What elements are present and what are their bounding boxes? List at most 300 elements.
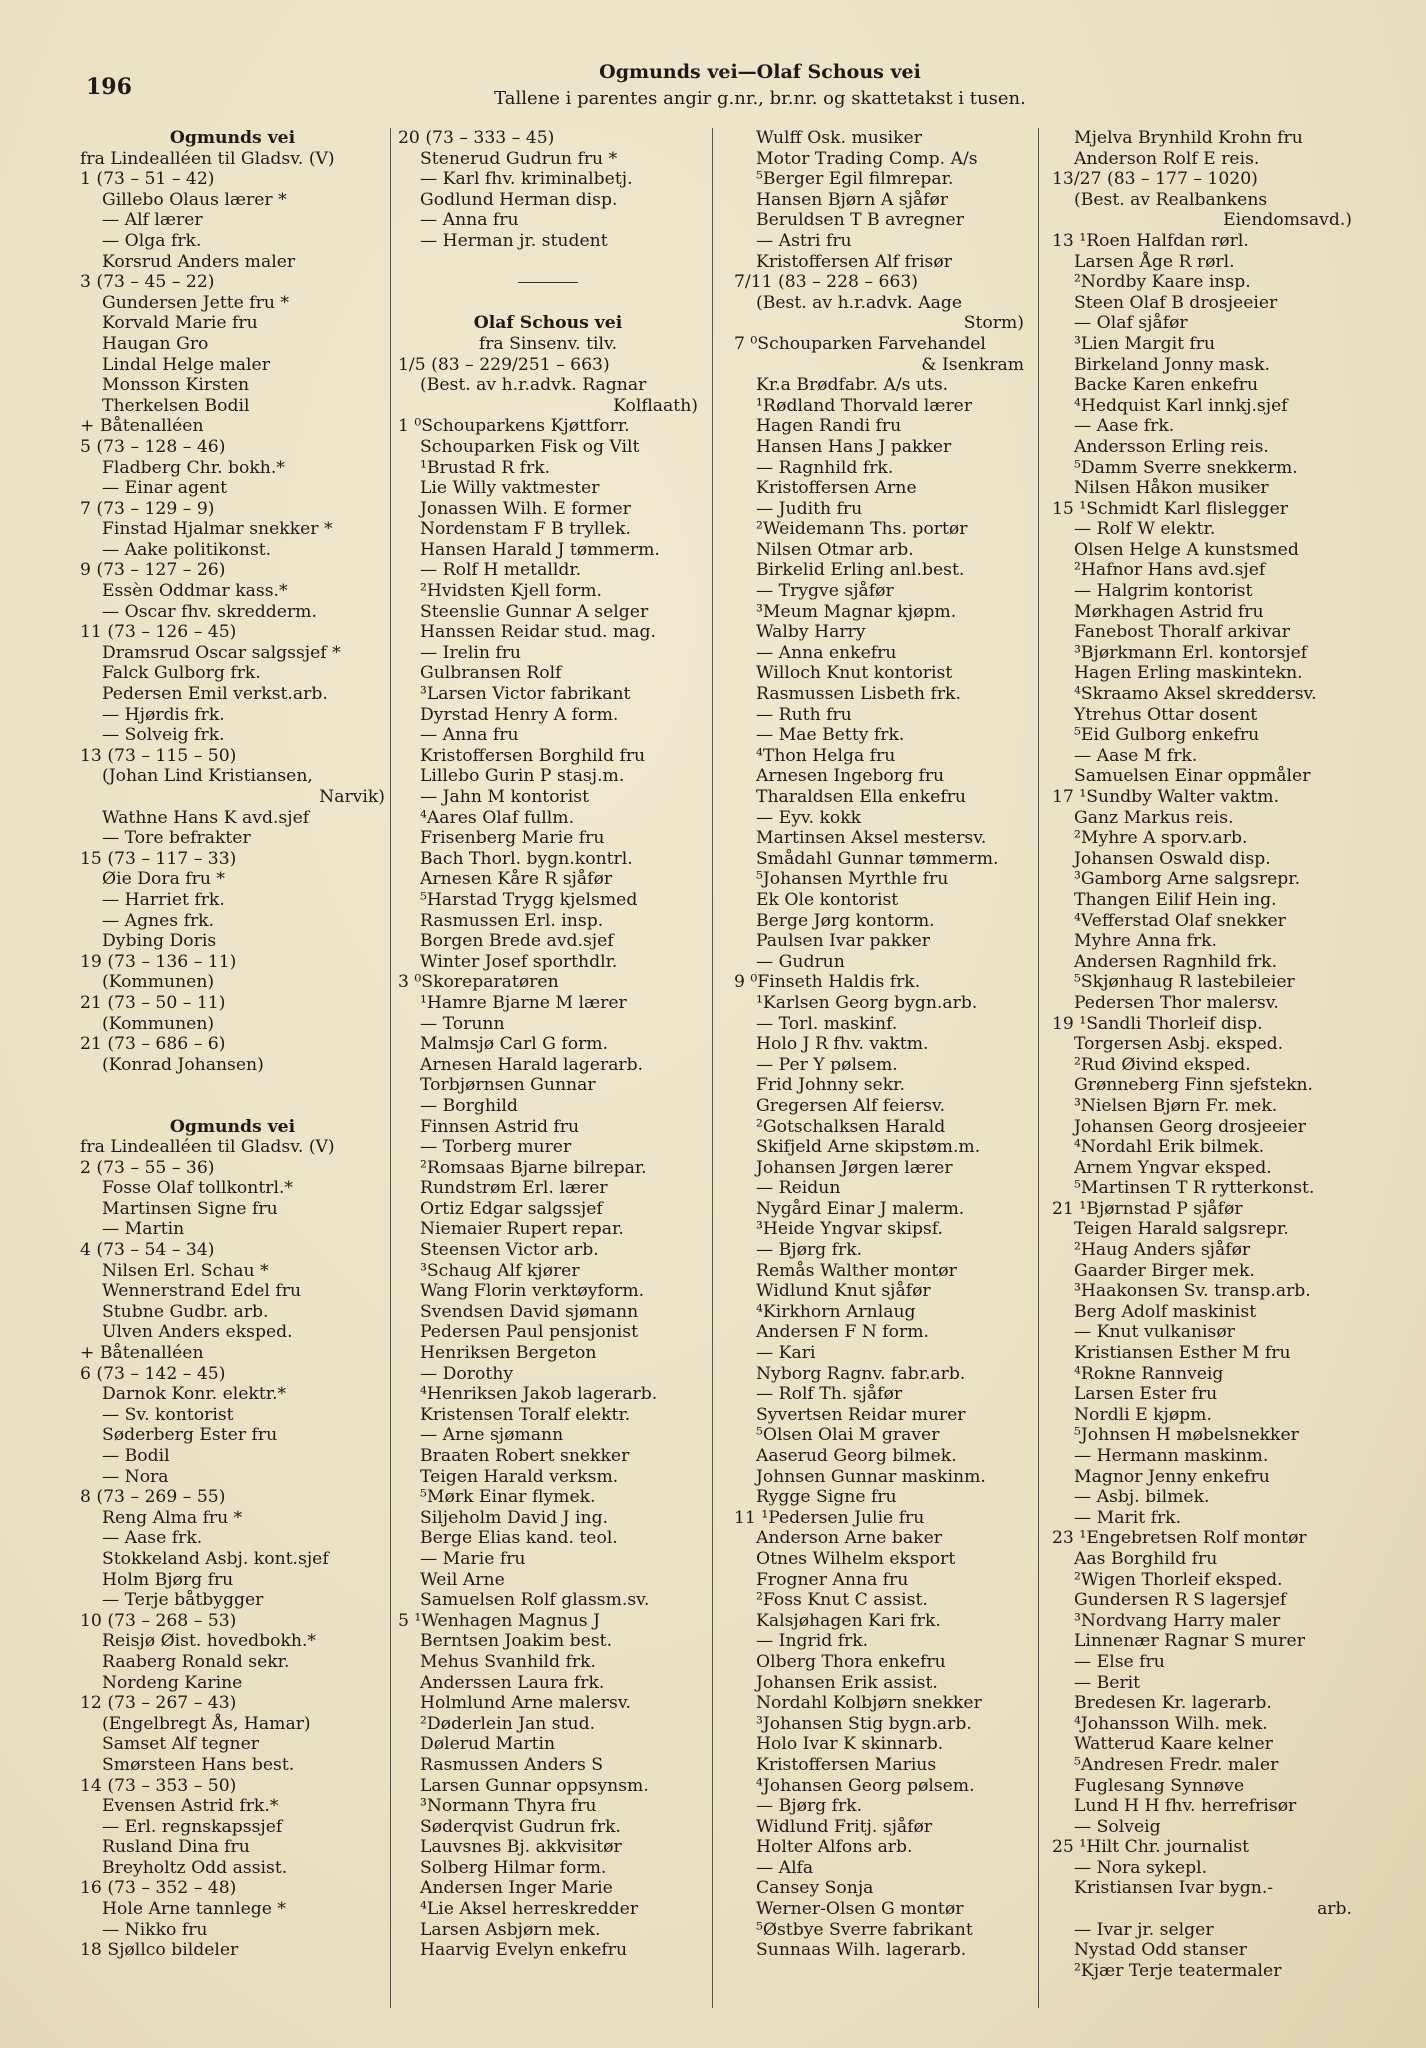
directory-line: — Halgrim kontorist bbox=[1074, 581, 1253, 602]
directory-line: Willoch Knut kontorist bbox=[756, 663, 953, 684]
directory-line: Svendsen David sjømann bbox=[420, 1301, 639, 1322]
directory-line: — Bjørg frk. bbox=[756, 1240, 863, 1261]
directory-line: — Torl. maskinf. bbox=[756, 1013, 898, 1034]
directory-line: 23 ¹Engebretsen Rolf montør bbox=[1052, 1528, 1307, 1549]
directory-line: 4 (73 – 54 – 34) bbox=[80, 1240, 215, 1261]
directory-line: — Solveig bbox=[1074, 1816, 1161, 1837]
directory-line: — Bjørg frk. bbox=[756, 1796, 863, 1817]
directory-line: Steen Olaf B drosjeeier bbox=[1074, 292, 1278, 313]
directory-line: Korvald Marie fru bbox=[102, 313, 258, 334]
directory-line: — Trygve sjåfør bbox=[756, 581, 894, 602]
directory-line: Pedersen Emil verkst.arb. bbox=[102, 684, 328, 705]
directory-line: Sunnaas Wilh. lagerarb. bbox=[756, 1940, 967, 1961]
directory-line: — Anna enkefru bbox=[756, 642, 897, 663]
directory-line: 1/5 (83 – 229/251 – 663) bbox=[398, 354, 610, 375]
directory-line: — Aase M frk. bbox=[1074, 745, 1198, 766]
directory-line: Wennerstrand Edel fru bbox=[102, 1281, 302, 1302]
directory-line: Steensen Victor arb. bbox=[420, 1240, 599, 1261]
directory-line: Walby Harry bbox=[756, 622, 866, 643]
directory-line: Kristensen Toralf elektr. bbox=[420, 1404, 631, 1425]
directory-line: Otnes Wilhelm eksport bbox=[756, 1548, 956, 1569]
directory-line: — Nora sykepl. bbox=[1074, 1857, 1208, 1878]
directory-line: Fladberg Chr. bokh.* bbox=[102, 457, 285, 478]
directory-line: Nilsen Erl. Schau * bbox=[102, 1260, 269, 1281]
street-heading: Ogmunds vei bbox=[169, 128, 296, 148]
directory-line: Darnok Konr. elektr.* bbox=[102, 1384, 287, 1405]
directory-line: 9 ⁰Finseth Haldis frk. bbox=[734, 972, 921, 993]
spacer bbox=[398, 252, 698, 273]
directory-line: — Alf lærer bbox=[102, 210, 203, 231]
directory-line: — Nora bbox=[102, 1466, 169, 1487]
directory-line: 15 ¹Schmidt Karl flislegger bbox=[1052, 498, 1288, 519]
directory-line: Anderssen Laura frk. bbox=[420, 1672, 605, 1693]
directory-line: — Solveig frk. bbox=[102, 725, 225, 746]
directory-line: — Erl. regnskapssjef bbox=[102, 1816, 283, 1837]
directory-line: arb. bbox=[1317, 1899, 1352, 1920]
directory-line: Beruldsen T B avregner bbox=[756, 210, 964, 231]
directory-line: — Hermann maskinm. bbox=[1074, 1446, 1269, 1466]
directory-line: Reng Alma fru * bbox=[102, 1507, 243, 1528]
directory-line: — Aase frk. bbox=[102, 1528, 203, 1549]
directory-line: ²Romsaas Bjarne bilrepar. bbox=[420, 1157, 647, 1178]
directory-line: — Reidun bbox=[756, 1178, 841, 1199]
directory-line: Arnesen Ingeborg fru bbox=[756, 766, 945, 787]
directory-line: Rasmussen Lisbeth frk. bbox=[756, 684, 961, 705]
directory-line: — Anna fru bbox=[420, 210, 519, 231]
directory-line: Skifjeld Arne skipstøm.m. bbox=[756, 1137, 981, 1158]
directory-line: Torbjørnsen Gunnar bbox=[420, 1075, 596, 1096]
directory-line: 13 ¹Roen Halfdan rørl. bbox=[1052, 230, 1249, 251]
directory-line: Larsen Ester fru bbox=[1074, 1384, 1218, 1405]
directory-line: ⁴Thon Helga fru bbox=[756, 745, 896, 766]
directory-line: Nystad Odd stanser bbox=[1074, 1940, 1247, 1961]
directory-line: Widlund Fritj. sjåfør bbox=[756, 1816, 933, 1837]
directory-line: Johnsen Gunnar maskinm. bbox=[756, 1466, 986, 1487]
spacer bbox=[398, 293, 698, 314]
directory-line: ⁴Lie Aksel herreskredder bbox=[420, 1899, 639, 1920]
directory-line: Bredesen Kr. lagerarb. bbox=[1074, 1693, 1272, 1714]
directory-line: Paulsen Ivar pakker bbox=[756, 931, 931, 952]
directory-line: — Terje båtbygger bbox=[102, 1590, 264, 1611]
directory-line: Remås Walther montør bbox=[756, 1260, 957, 1281]
directory-line: Frid Johnny sekr. bbox=[756, 1075, 905, 1096]
directory-line: Kristiansen Esther M fru bbox=[1074, 1343, 1291, 1364]
directory-line: Pedersen Thor malersv. bbox=[1074, 992, 1279, 1013]
directory-line: — Irelin fru bbox=[420, 642, 522, 663]
directory-line: Kr.a Brødfabr. A/s uts. bbox=[756, 375, 949, 396]
directory-line: Lillebo Gurin P stasj.m. bbox=[420, 766, 625, 787]
directory-line: — Oscar fhv. skredderm. bbox=[102, 601, 317, 622]
spacer bbox=[80, 1075, 385, 1096]
directory-line: Ganz Markus reis. bbox=[1074, 807, 1234, 828]
directory-line: 11 ¹Pedersen Julie fru bbox=[734, 1507, 925, 1528]
directory-line: ⁵Berger Egil filmrepar. bbox=[756, 169, 954, 190]
directory-line: Nordeng Karine bbox=[102, 1672, 243, 1693]
directory-line: 8 (73 – 269 – 55) bbox=[80, 1487, 226, 1508]
directory-line: Lund H H fhv. herrefrisør bbox=[1074, 1796, 1297, 1817]
directory-line: ⁴Nordahl Erik bilmek. bbox=[1074, 1137, 1265, 1158]
directory-line: — Ivar jr. selger bbox=[1074, 1919, 1214, 1940]
directory-line: — Rolf W elektr. bbox=[1074, 519, 1216, 540]
directory-line: 10 (73 – 268 – 53) bbox=[80, 1610, 237, 1631]
directory-line: Narvik) bbox=[319, 787, 385, 807]
directory-line: Monsson Kirsten bbox=[102, 375, 250, 396]
directory-line: Wang Florin verktøyform. bbox=[420, 1281, 645, 1302]
page-number: 196 bbox=[86, 74, 132, 100]
directory-line: ⁵Andresen Fredr. maler bbox=[1074, 1754, 1279, 1775]
directory-line: ³Lien Margit fru bbox=[1074, 333, 1216, 354]
directory-line: — Kari bbox=[756, 1343, 816, 1364]
directory-line: Dybing Doris bbox=[102, 931, 217, 952]
directory-line: Birkelid Erling anl.best. bbox=[756, 560, 965, 581]
directory-line: Solberg Hilmar form. bbox=[420, 1857, 607, 1878]
directory-line: Hansen Harald J tømmerm. bbox=[420, 539, 660, 560]
directory-line: Samuelsen Einar oppmåler bbox=[1074, 766, 1311, 787]
directory-line: — Sv. kontorist bbox=[102, 1404, 234, 1425]
directory-line: — Bodil bbox=[102, 1446, 170, 1466]
section-rule bbox=[398, 272, 698, 293]
directory-line: ¹Brustad R frk. bbox=[420, 457, 551, 478]
directory-line: ⁴Hedquist Karl innkj.sjef bbox=[1074, 395, 1288, 416]
directory-line: ²Hafnor Hans avd.sjef bbox=[1074, 560, 1266, 581]
directory-line: Gaarder Birger mek. bbox=[1074, 1260, 1255, 1281]
directory-line: Dyrstad Henry A form. bbox=[420, 704, 619, 725]
directory-line: Motor Trading Comp. A/s bbox=[756, 148, 978, 169]
directory-line: Samuelsen Rolf glassm.sv. bbox=[420, 1590, 650, 1611]
directory-line: — Borghild bbox=[420, 1095, 518, 1116]
directory-line: Holo J R fhv. vaktm. bbox=[756, 1034, 929, 1055]
directory-line: Essèn Oddmar kass.* bbox=[102, 581, 288, 602]
directory-line: Kristoffersen Borghild fru bbox=[420, 745, 646, 766]
directory-line: ³Nielsen Bjørn Fr. mek. bbox=[1074, 1095, 1278, 1116]
directory-line: Anderson Arne baker bbox=[756, 1528, 942, 1549]
directory-line: ²Kjær Terje teatermaler bbox=[1074, 1960, 1282, 1981]
directory-line: Samset Alf tegner bbox=[102, 1734, 259, 1755]
directory-line: — Torberg murer bbox=[420, 1137, 572, 1158]
directory-line: 13/27 (83 – 177 – 1020) bbox=[1052, 169, 1258, 190]
directory-line: Holo Ivar K skinnarb. bbox=[756, 1734, 944, 1755]
directory-line: — Rolf H metalldr. bbox=[420, 560, 582, 581]
directory-line: Nordenstam F B tryllek. bbox=[420, 519, 631, 540]
directory-line: Kristoffersen Alf frisør bbox=[756, 251, 952, 272]
directory-line: ³Johansen Stig bygn.arb. bbox=[756, 1713, 972, 1734]
directory-line: Anderson Rolf E reis. bbox=[1074, 148, 1260, 169]
directory-line: Wulff Osk. musiker bbox=[756, 128, 922, 148]
directory-line: 21 ¹Bjørnstad P sjåfør bbox=[1052, 1198, 1243, 1219]
directory-line: Kristiansen Ivar bygn.- bbox=[1074, 1878, 1274, 1899]
directory-line: Reisjø Øist. hovedbokh.* bbox=[102, 1631, 317, 1652]
directory-line: & Isenkram bbox=[921, 354, 1024, 375]
directory-line: 14 (73 – 353 – 50) bbox=[80, 1775, 237, 1796]
directory-line: — Anna fru bbox=[420, 725, 519, 746]
directory-line: ³Bjørkmann Erl. kontorsjef bbox=[1074, 642, 1308, 663]
directory-line: ³Haakonsen Sv. transp.arb. bbox=[1074, 1281, 1311, 1302]
directory-line: Hanssen Reidar stud. mag. bbox=[420, 622, 656, 643]
directory-line: Dramsrud Oscar salgssjef * bbox=[102, 642, 341, 663]
directory-line: 19 ¹Sandli Thorleif disp. bbox=[1052, 1013, 1263, 1034]
directory-line: Mehus Svanhild frk. bbox=[420, 1651, 596, 1672]
directory-line: fra Lindealléen til Gladsv. (V) bbox=[80, 148, 335, 169]
directory-line: Fuglesang Synnøve bbox=[1074, 1775, 1245, 1796]
directory-line: Myhre Anna frk. bbox=[1074, 931, 1217, 952]
directory-line: ³Heide Yngvar skipsf. bbox=[756, 1219, 944, 1240]
directory-line: Søderberg Ester fru bbox=[102, 1425, 278, 1446]
directory-line: — Rolf Th. sjåfør bbox=[756, 1384, 903, 1405]
directory-line: Raaberg Ronald sekr. bbox=[102, 1651, 290, 1672]
directory-line: ²Døderlein Jan stud. bbox=[420, 1713, 596, 1734]
directory-line: ²Weidemann Ths. portør bbox=[756, 519, 968, 540]
directory-line: Breyholtz Odd assist. bbox=[102, 1857, 288, 1878]
directory-line: Braaten Robert snekker bbox=[420, 1446, 630, 1466]
directory-line: — Marit frk. bbox=[1074, 1507, 1182, 1528]
directory-column bbox=[1052, 128, 1352, 1981]
directory-line: Steenslie Gunnar A selger bbox=[420, 601, 649, 622]
directory-line: Godlund Herman disp. bbox=[420, 189, 618, 210]
directory-line: Korsrud Anders maler bbox=[102, 251, 296, 272]
directory-line: — Marie fru bbox=[420, 1548, 526, 1569]
directory-line: Smørsteen Hans best. bbox=[102, 1754, 295, 1775]
directory-line: ⁵Damm Sverre snekkerm. bbox=[1074, 457, 1298, 478]
directory-line: 18 Sjøllco bildeler bbox=[80, 1940, 239, 1961]
directory-line: — Gudrun bbox=[756, 951, 845, 972]
directory-line: Gulbransen Rolf bbox=[420, 663, 562, 684]
directory-line: Hole Arne tannlege * bbox=[102, 1899, 286, 1920]
directory-line: Holter Alfons arb. bbox=[756, 1837, 913, 1858]
directory-line: Nyborg Ragnv. fabr.arb. bbox=[756, 1363, 966, 1384]
directory-line: Widlund Knut sjåfør bbox=[756, 1281, 931, 1302]
directory-line: Søderqvist Gudrun frk. bbox=[420, 1816, 621, 1837]
directory-line: Malmsjø Carl G form. bbox=[420, 1034, 609, 1055]
directory-line: Gundersen R S lagersjef bbox=[1074, 1590, 1287, 1611]
directory-line: Johansen Erik assist. bbox=[756, 1672, 938, 1693]
directory-line: Nordahl Kolbjørn snekker bbox=[756, 1693, 982, 1714]
directory-line: Gillebo Olaus lærer * bbox=[102, 189, 287, 210]
directory-line: — Karl fhv. kriminalbetj. bbox=[420, 169, 633, 190]
directory-line: ⁵Martinsen T R rytterkonst. bbox=[1074, 1178, 1315, 1199]
directory-line: Holmlund Arne malersv. bbox=[420, 1693, 631, 1714]
directory-line: Martinsen Signe fru bbox=[102, 1198, 278, 1219]
directory-line: ⁵Mørk Einar flymek. bbox=[420, 1487, 596, 1508]
directory-line: 1 (73 – 51 – 42) bbox=[80, 169, 215, 190]
directory-line: ⁴Henriksen Jakob lagerarb. bbox=[420, 1384, 658, 1405]
directory-line: + Båtenalléen bbox=[80, 1343, 204, 1364]
directory-line: (Konrad Johansen) bbox=[102, 1054, 264, 1075]
directory-line: — Hjørdis frk. bbox=[102, 704, 225, 725]
directory-line: ⁵Østbye Sverre fabrikant bbox=[756, 1919, 973, 1940]
directory-line: — Herman jr. student bbox=[420, 230, 608, 251]
directory-line: Larsen Asbjørn mek. bbox=[420, 1919, 601, 1940]
directory-line: — Einar agent bbox=[102, 478, 228, 499]
directory-line: ³Nordvang Harry maler bbox=[1074, 1610, 1281, 1631]
directory-line: Werner-Olsen G montør bbox=[756, 1899, 964, 1920]
directory-line: Hagen Erling maskintekn. bbox=[1074, 663, 1303, 684]
directory-line: ²Rud Øivind eksped. bbox=[1074, 1054, 1251, 1075]
directory-line: Stenerud Gudrun fru * bbox=[420, 148, 618, 169]
directory-line: — Aake politikonst. bbox=[102, 539, 272, 560]
directory-line: ⁵Skjønhaug R lastebileier bbox=[1074, 972, 1295, 993]
directory-line: Hansen Hans J pakker bbox=[756, 436, 952, 457]
directory-line: Finnsen Astrid fru bbox=[420, 1116, 580, 1137]
directory-line: Kristoffersen Arne bbox=[756, 478, 917, 499]
directory-line: ²Hvidsten Kjell form. bbox=[420, 581, 603, 602]
directory-line: (Johan Lind Kristiansen, bbox=[102, 766, 313, 787]
directory-line: Fanebost Thoralf arkivar bbox=[1074, 622, 1291, 643]
directory-line: 13 (73 – 115 – 50) bbox=[80, 745, 237, 766]
directory-line: — Mae Betty frk. bbox=[756, 725, 905, 746]
directory-line: ²Gotschalksen Harald bbox=[756, 1116, 946, 1137]
directory-line: (Engelbregt Ås, Hamar) bbox=[102, 1713, 311, 1734]
directory-line: Therkelsen Bodil bbox=[102, 395, 250, 416]
directory-line: Nygård Einar J malerm. bbox=[756, 1198, 965, 1219]
directory-line: Ytrehus Ottar dosent bbox=[1074, 704, 1258, 725]
directory-line: Nilsen Håkon musiker bbox=[1074, 478, 1269, 499]
directory-line: — Ragnhild frk. bbox=[756, 457, 894, 478]
directory-line: — Tore befrakter bbox=[102, 828, 251, 849]
directory-line: Grønneberg Finn sjefstekn. bbox=[1074, 1075, 1314, 1096]
directory-line: Tharaldsen Ella enkefru bbox=[756, 787, 966, 807]
directory-line: Kristoffersen Marius bbox=[756, 1754, 937, 1775]
directory-line: Hansen Bjørn A sjåfør bbox=[756, 189, 949, 210]
directory-line: 11 (73 – 126 – 45) bbox=[80, 622, 237, 643]
directory-line: 19 (73 – 136 – 11) bbox=[80, 951, 237, 972]
directory-line: ⁴Skraamo Aksel skreddersv. bbox=[1074, 684, 1317, 705]
directory-line: Birkeland Jonny mask. bbox=[1074, 354, 1271, 375]
directory-line: — Judith fru bbox=[756, 498, 863, 519]
directory-line: Kalsjøhagen Kari frk. bbox=[756, 1610, 941, 1631]
directory-line: Andersen Inger Marie bbox=[420, 1878, 613, 1899]
directory-line: 6 (73 – 142 – 45) bbox=[80, 1363, 226, 1384]
directory-line: Cansey Sonja bbox=[756, 1878, 874, 1899]
directory-line: 7 ⁰Schouparken Farvehandel bbox=[734, 333, 986, 354]
directory-line: ⁴Kirkhorn Arnlaug bbox=[756, 1301, 916, 1322]
directory-line: ²Nordby Kaare insp. bbox=[1074, 272, 1251, 293]
directory-line: Lauvsnes Bj. akkvisitør bbox=[420, 1837, 622, 1858]
directory-line: — Ruth fru bbox=[756, 704, 852, 725]
directory-line: — Dorothy bbox=[420, 1363, 514, 1384]
directory-line: ¹Karlsen Georg bygn.arb. bbox=[756, 992, 978, 1013]
directory-line: ²Haug Anders sjåfør bbox=[1074, 1240, 1251, 1261]
directory-line: Nordli E kjøpm. bbox=[1074, 1404, 1212, 1425]
street-heading: Ogmunds vei bbox=[169, 1116, 296, 1137]
directory-line: Nilsen Otmar arb. bbox=[756, 539, 914, 560]
directory-line: ³Gamborg Arne salgsrepr. bbox=[1074, 869, 1301, 890]
column-divider bbox=[390, 128, 391, 2008]
directory-line: Stubne Gudbr. arb. bbox=[102, 1301, 269, 1322]
directory-line: (Best. av h.r.advk. Ragnar bbox=[420, 375, 647, 396]
directory-line: Andersen F N form. bbox=[756, 1322, 929, 1343]
directory-line: Rygge Signe fru bbox=[756, 1487, 897, 1508]
directory-line: 12 (73 – 267 – 43) bbox=[80, 1693, 237, 1714]
directory-line: Johansen Georg drosjeeier bbox=[1074, 1116, 1307, 1137]
directory-line: (Best. av Realbankens bbox=[1074, 189, 1268, 210]
directory-line: Watterud Kaare kelner bbox=[1074, 1734, 1273, 1755]
directory-line: Hagen Randi fru bbox=[756, 416, 902, 437]
directory-column bbox=[734, 128, 1024, 1961]
directory-line: Winter Josef sporthdlr. bbox=[420, 951, 618, 972]
directory-line: fra Lindealléen til Gladsv. (V) bbox=[80, 1137, 335, 1158]
directory-line: Frogner Anna fru bbox=[756, 1569, 909, 1590]
directory-line: Aas Borghild fru bbox=[1074, 1548, 1218, 1569]
directory-line: 3 ⁰Skoreparatøren bbox=[398, 972, 559, 993]
directory-line: 21 (73 – 50 – 11) bbox=[80, 992, 226, 1013]
directory-column bbox=[398, 128, 698, 1961]
directory-line: Smådahl Gunnar tømmerm. bbox=[756, 848, 999, 869]
directory-line: Finstad Hjalmar snekker * bbox=[102, 519, 333, 540]
directory-line: Aaserud Georg bilmek. bbox=[756, 1446, 957, 1466]
directory-line: — Berit bbox=[1074, 1672, 1141, 1693]
directory-line: Berge Elias kand. teol. bbox=[420, 1528, 618, 1549]
directory-column bbox=[80, 128, 385, 1961]
directory-line: ⁴Johansson Wilh. mek. bbox=[1074, 1713, 1268, 1734]
directory-line: — Martin bbox=[102, 1219, 185, 1240]
directory-line: ⁴Johansen Georg pølsem. bbox=[756, 1775, 975, 1796]
directory-line: Gundersen Jette fru * bbox=[102, 292, 289, 313]
directory-line: 16 (73 – 352 – 48) bbox=[80, 1878, 237, 1899]
directory-line: Storm) bbox=[963, 313, 1024, 334]
directory-line: Berntsen Joakim best. bbox=[420, 1631, 613, 1652]
directory-line: Schouparken Fisk og Vilt bbox=[420, 436, 640, 457]
directory-line: 1 ⁰Schouparkens Kjøttforr. bbox=[398, 416, 630, 437]
directory-line: Rusland Dina fru bbox=[102, 1837, 250, 1858]
directory-line: Pedersen Paul pensjonist bbox=[420, 1322, 638, 1343]
directory-line: ³Schaug Alf kjører bbox=[420, 1260, 580, 1281]
directory-line: 20 (73 – 333 – 45) bbox=[398, 128, 555, 148]
directory-line: — Olaf sjåfør bbox=[1074, 313, 1188, 334]
directory-line: Rasmussen Anders S bbox=[420, 1754, 604, 1775]
directory-line: — Agnes frk. bbox=[102, 910, 215, 931]
directory-line: 7 (73 – 129 – 9) bbox=[80, 498, 215, 519]
directory-line: — Eyv. kokk bbox=[756, 807, 862, 828]
directory-line: Weil Arne bbox=[420, 1569, 505, 1590]
directory-line: ²Wigen Thorleif eksped. bbox=[1074, 1569, 1283, 1590]
directory-line: 9 (73 – 127 – 26) bbox=[80, 560, 226, 581]
directory-line: — Astri fru bbox=[756, 230, 852, 251]
directory-line: Øie Dora fru * bbox=[102, 869, 225, 890]
directory-line: Ortiz Edgar salgssjef bbox=[420, 1198, 603, 1219]
directory-line: Haugan Gro bbox=[102, 333, 209, 354]
directory-line: Larsen Åge R rørl. bbox=[1074, 251, 1235, 272]
directory-line: Martinsen Aksel mestersv. bbox=[756, 828, 987, 849]
directory-line: 25 ¹Hilt Chr. journalist bbox=[1052, 1837, 1250, 1858]
directory-line: — Alfa bbox=[756, 1857, 814, 1878]
directory-line: Dølerud Martin bbox=[420, 1734, 556, 1755]
directory-line: — Torunn bbox=[420, 1013, 505, 1034]
directory-line: Rasmussen Erl. insp. bbox=[420, 910, 604, 931]
directory-line: fra Sinsenv. tilv. bbox=[478, 333, 618, 354]
directory-line: ²Foss Knut C assist. bbox=[756, 1590, 928, 1611]
directory-line: Lindal Helge maler bbox=[102, 354, 270, 375]
directory-line: — Knut vulkanisør bbox=[1074, 1322, 1235, 1343]
directory-line: 15 (73 – 117 – 33) bbox=[80, 848, 237, 869]
directory-line: Frisenberg Marie fru bbox=[420, 828, 605, 849]
directory-line: Mørkhagen Astrid fru bbox=[1074, 601, 1264, 622]
directory-line: Arnem Yngvar eksped. bbox=[1074, 1157, 1272, 1178]
directory-line: Falck Gulborg frk. bbox=[102, 663, 261, 684]
directory-line: — Aase frk. bbox=[1074, 416, 1175, 437]
directory-line: ⁵Harstad Trygg kjelsmed bbox=[420, 889, 638, 910]
directory-line: Backe Karen enkefru bbox=[1074, 375, 1259, 396]
directory-line: Mjelva Brynhild Krohn fru bbox=[1074, 128, 1303, 148]
directory-line: ¹Hamre Bjarne M lærer bbox=[420, 992, 627, 1013]
directory-line: 5 ¹Wenhagen Magnus J bbox=[398, 1610, 600, 1631]
directory-line: — Ingrid frk. bbox=[756, 1631, 869, 1652]
directory-line: Stokkeland Asbj. kont.sjef bbox=[102, 1548, 329, 1569]
page-title: Ogmunds vei—Olaf Schous vei bbox=[599, 61, 921, 83]
directory-line: Linnenær Ragnar S murer bbox=[1074, 1631, 1305, 1652]
directory-line: Bach Thorl. bygn.kontrl. bbox=[420, 848, 633, 869]
directory-line: Borgen Brede avd.sjef bbox=[420, 931, 614, 952]
directory-line: Thangen Eilif Hein ing. bbox=[1074, 889, 1277, 910]
